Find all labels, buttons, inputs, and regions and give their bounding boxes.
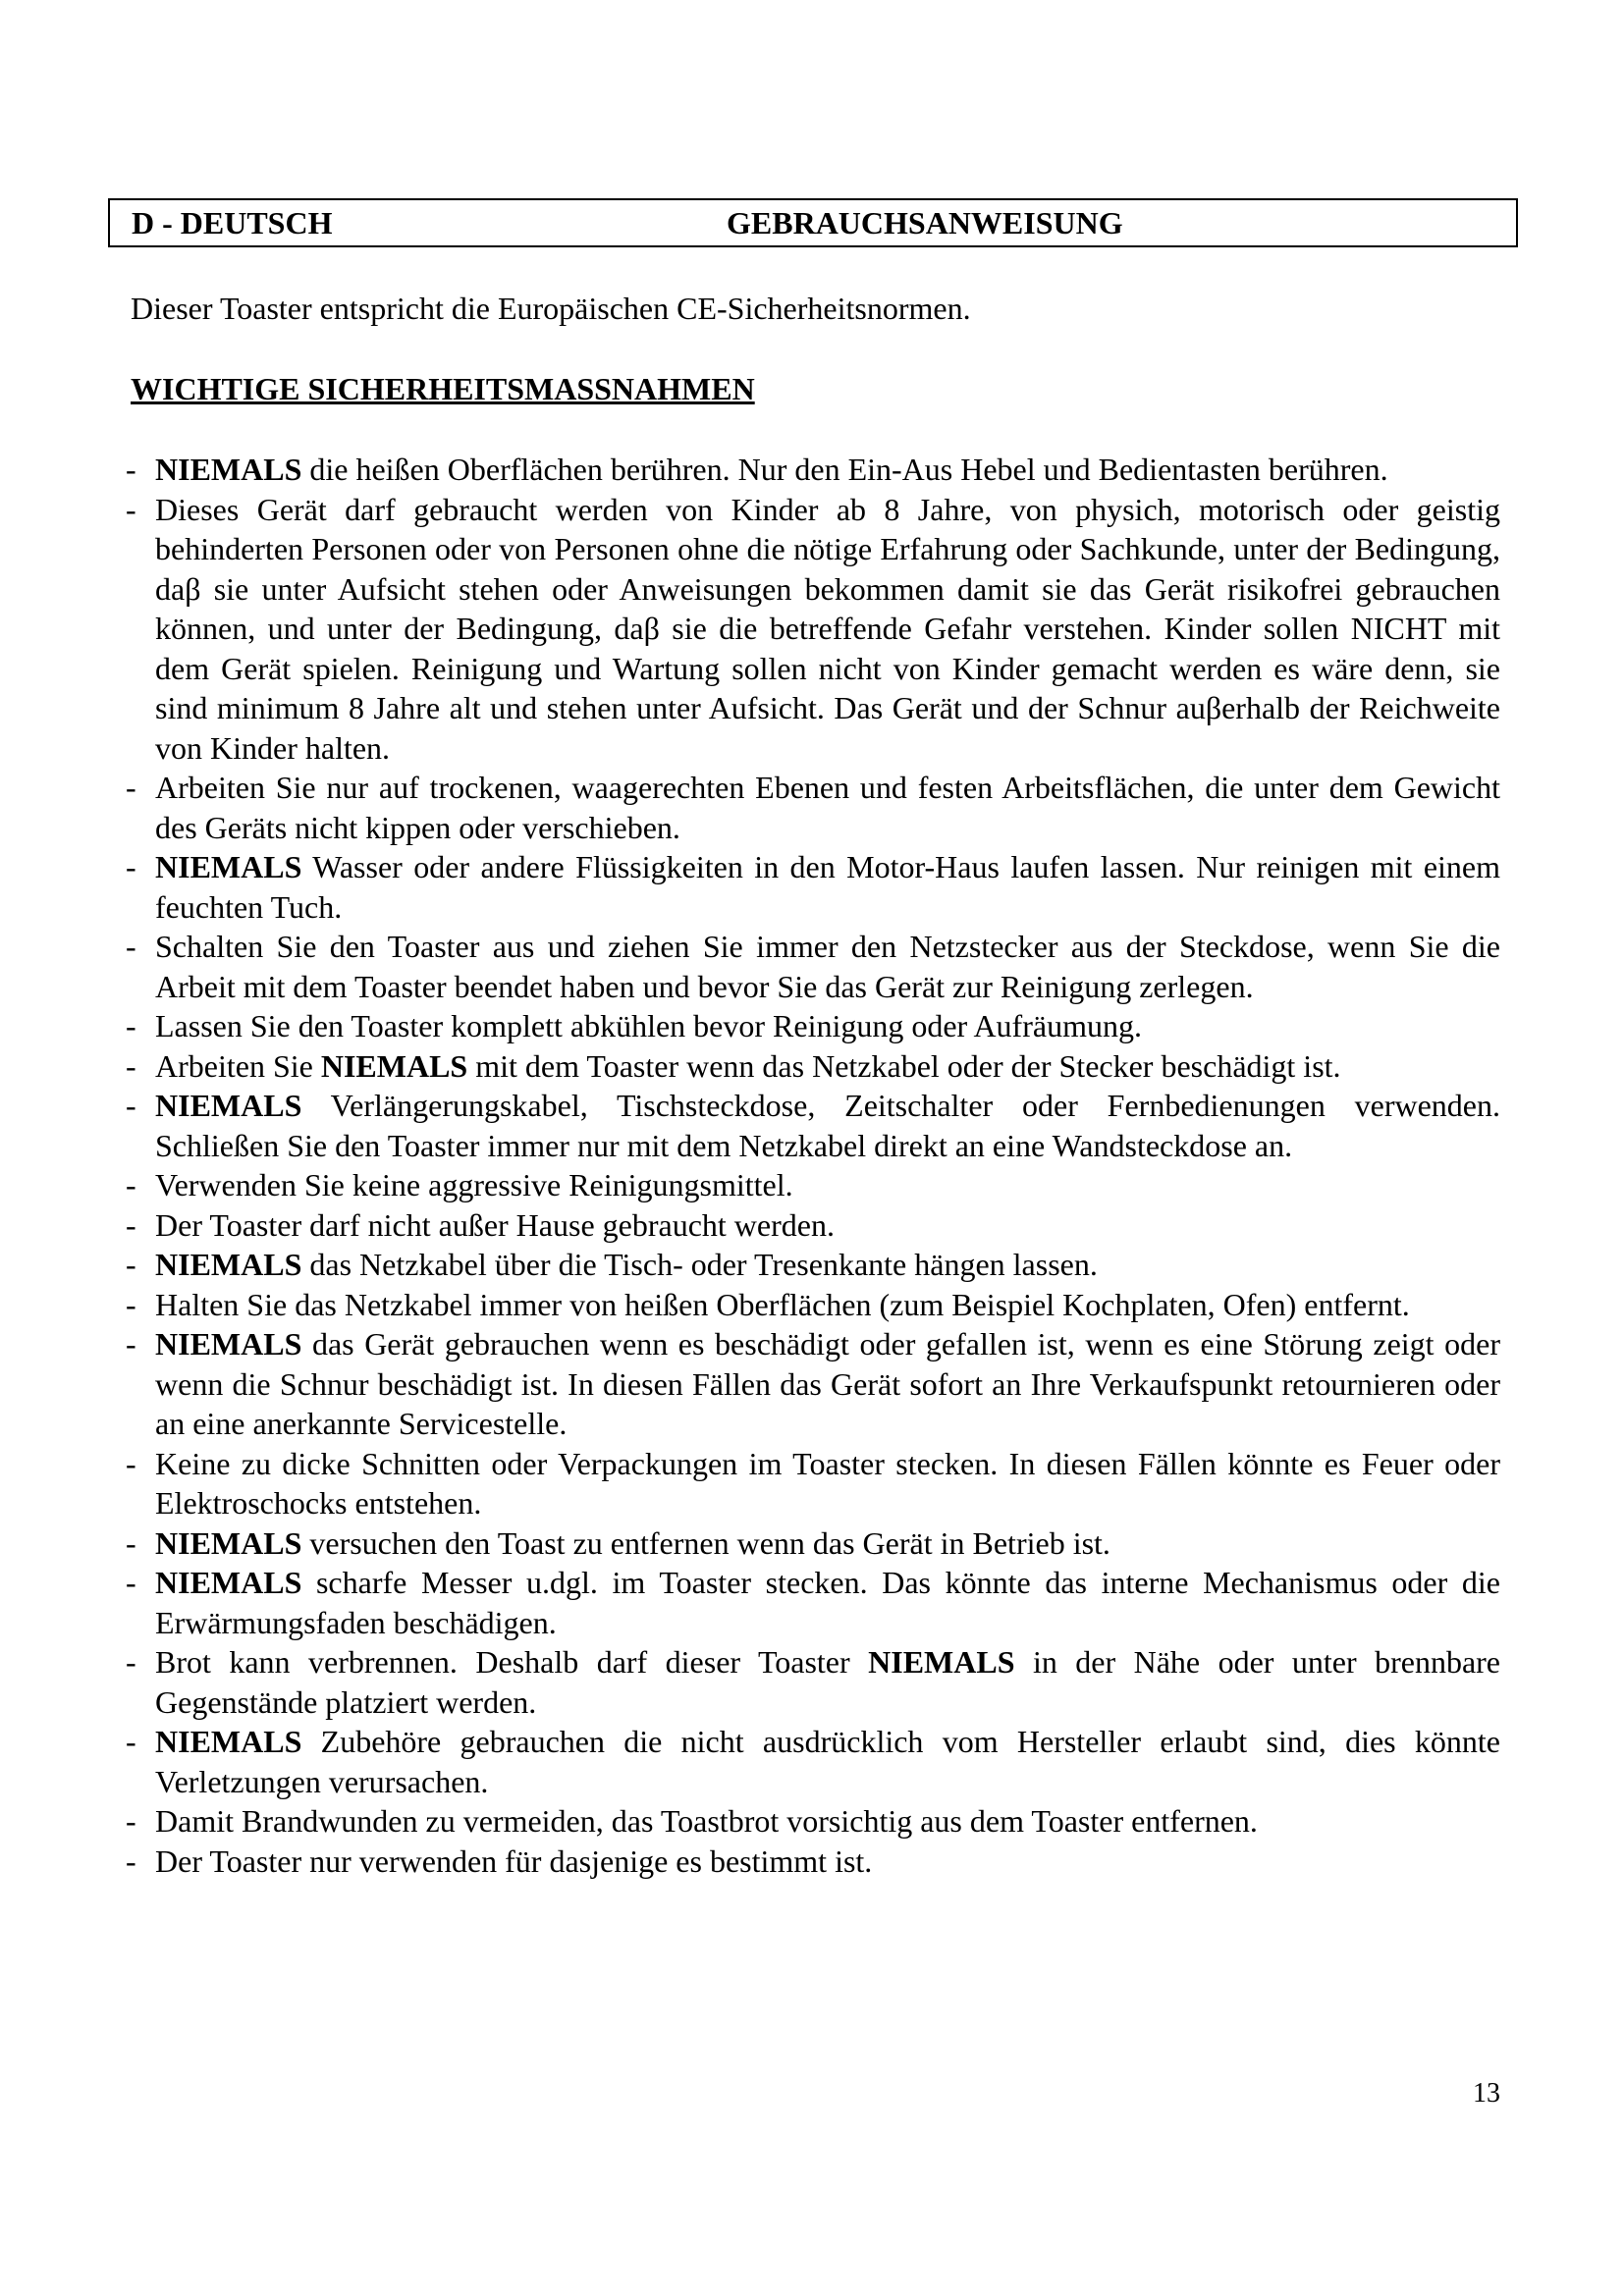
intro-text: Dieser Toaster entspricht die Europäischen CE-Sicherheitsnormen. (131, 291, 971, 326)
bullet-dash: - (126, 1047, 136, 1084)
bullet-dash: - (126, 929, 136, 964)
rule-text: Halten Sie das Netzkabel immer von heißen Oberflächen (zum Beispiel Kochplaten, Ofen) entfernt. (155, 1286, 1410, 1322)
rule-emphasis: NIEMALS (155, 1724, 302, 1759)
bullet-dash: - (126, 452, 136, 487)
rule-emphasis: NIEMALS (155, 849, 302, 884)
section-heading: WICHTIGE SICHERHEITSMASSNAHMEN (131, 371, 755, 406)
bullet-dash: - (126, 1724, 136, 1759)
rule-emphasis: NIEMALS (155, 1565, 302, 1600)
rule-emphasis: NIEMALS (320, 1047, 468, 1084)
bullet-dash: - (126, 1842, 136, 1879)
safety-rule (120, 1444, 1500, 1523)
rule-text: das Gerät gebrauchen wenn es beschädigt oder gefallen ist, wenn es eine Störung zeigt oder wenn die Schnur beschädigt ist. In diesen Fällen das Gerät sofort an Ihre Verkaufspunkt retournieren oder an eine anerkannte Servicestelle. (155, 1326, 1500, 1441)
rule-text: Verwenden Sie keine aggressive Reinigungsmittel. (155, 1167, 793, 1202)
bullet-dash: - (126, 1565, 136, 1600)
rule-text-before: Arbeiten Sie (155, 1047, 321, 1084)
bullet-dash: - (126, 849, 136, 884)
bullet-dash: - (126, 770, 136, 805)
rule-emphasis: NIEMALS (155, 1524, 302, 1561)
bullet-dash: - (126, 1167, 136, 1202)
rule-text: Arbeiten Sie nur auf trockenen, waagerechten Ebenen und festen Arbeitsflächen, die unter dem Gewicht des Geräts nicht kippen oder verschieben. (155, 770, 1500, 845)
rule-text: Der Toaster darf nicht außer Hause gebraucht werden. (155, 1206, 835, 1243)
safety-rule (120, 1563, 1500, 1642)
safety-rule (120, 1006, 1500, 1046)
safety-rule (120, 927, 1500, 1006)
bullet-dash: - (126, 491, 136, 527)
rule-emphasis: NIEMALS (155, 1247, 302, 1282)
rule-text: in der Nähe oder unter brennbare Gegenstände platziert werden. (155, 1644, 1501, 1720)
safety-rules-list (120, 450, 1500, 1881)
rule-text: Verlängerungskabel, Tischsteckdose, Zeitschalter oder Fernbedienungen verwenden. Schließen Sie den Toaster immer nur mit dem Netzkabel direkt an eine Wandsteckdose an. (155, 1088, 1500, 1163)
safety-rule (120, 1165, 1500, 1205)
safety-rule (120, 1523, 1500, 1564)
rule-text: Dieses Gerät darf gebraucht werden von Kinder ab 8 Jahre, von physich, motorisch oder geistig behinderten Personen oder von Personen ohne die nötige Erfahrung oder Sachkunde, unter der Bedingung, daβ sie unter Aufsicht stehen oder Anweisungen bekommen damit sie das Gerät risikofrei gebrauchen können, und unter der Bedingung, daβ sie die betreffende Gefahr verstehen. Kinder sollen NICHT mit dem Gerät spielen. Reinigung und Wartung sollen nicht von Kinder gemacht werden es wäre denn, sie sind minimum 8 Jahre alt und stehen unter Aufsicht. Das Gerät und der Schnur auβerhalb der Reichweite von Kinder halten. (155, 491, 1500, 766)
page-number: 13 (1473, 2078, 1500, 2109)
document-title: GEBRAUCHSANWEISUNG (727, 205, 1123, 240)
safety-rule (120, 450, 1500, 490)
bullet-dash: - (126, 1524, 136, 1561)
safety-rule (120, 490, 1500, 769)
rule-text: Wasser oder andere Flüssigkeiten in den Motor-Haus laufen lassen. Nur reinigen mit einem feuchten Tuch. (155, 849, 1500, 925)
rule-text: Zubehöre gebrauchen die nicht ausdrücklich vom Hersteller erlaubt sind, dies könnte Verletzungen verursachen. (155, 1724, 1500, 1799)
rule-text: Schalten Sie den Toaster aus und ziehen Sie immer den Netzstecker aus der Steckdose, wenn Sie die Arbeit mit dem Toaster beendet haben und bevor Sie das Gerät zur Reinigung zerlegen. (155, 929, 1500, 1004)
safety-rule (120, 1842, 1500, 1882)
rule-text: das Netzkabel über die Tisch- oder Tresenkante hängen lassen. (301, 1247, 1098, 1282)
language-label: D - DEUTSCH (132, 205, 333, 240)
rule-text: Der Toaster nur verwenden für dasjenige es bestimmt ist. (155, 1842, 873, 1879)
rule-emphasis: NIEMALS (155, 1326, 302, 1362)
safety-rule (120, 1245, 1500, 1285)
rule-emphasis: NIEMALS (155, 1088, 302, 1123)
bullet-dash: - (126, 1445, 136, 1481)
rule-text-before: Brot kann verbrennen. Deshalb darf dieser Toaster (155, 1644, 869, 1680)
rule-emphasis: NIEMALS (868, 1644, 1015, 1680)
rule-text: mit dem Toaster wenn das Netzkabel oder der Stecker beschädigt ist. (467, 1047, 1341, 1084)
safety-rule (120, 1205, 1500, 1246)
bullet-dash: - (126, 1247, 136, 1282)
rule-text: versuchen den Toast zu entfernen wenn das Gerät in Betrieb ist. (301, 1524, 1110, 1561)
safety-rule (120, 1722, 1500, 1801)
safety-rule (120, 1642, 1500, 1722)
safety-rule (120, 847, 1500, 927)
safety-rule (120, 1324, 1500, 1444)
rule-text: Keine zu dicke Schnitten oder Verpackungen im Toaster stecken. In diesen Fällen könnte es Feuer oder Elektroschocks entstehen. (155, 1445, 1500, 1521)
rule-text: Damit Brandwunden zu vermeiden, das Toastbrot vorsichtig aus dem Toaster entfernen. (155, 1803, 1258, 1839)
bullet-dash: - (126, 1286, 136, 1322)
bullet-dash: - (126, 1326, 136, 1362)
rule-text: scharfe Messer u.dgl. im Toaster stecken. Das könnte das interne Mechanismus oder die Erwärmungsfaden beschädigen. (155, 1565, 1500, 1640)
safety-rule (120, 1046, 1500, 1087)
rule-text: Lassen Sie den Toaster komplett abkühlen bevor Reinigung oder Aufräumung. (155, 1008, 1142, 1043)
safety-rule (120, 768, 1500, 847)
bullet-dash: - (126, 1803, 136, 1839)
bullet-dash: - (126, 1206, 136, 1243)
header-box (108, 198, 1518, 247)
safety-rule (120, 1285, 1500, 1325)
bullet-dash: - (126, 1008, 136, 1043)
safety-rule (120, 1086, 1500, 1165)
bullet-dash: - (126, 1644, 136, 1680)
safety-rule (120, 1801, 1500, 1842)
rule-text: die heißen Oberflächen berühren. Nur den Ein-Aus Hebel und Bedientasten berühren. (301, 452, 1388, 487)
bullet-dash: - (126, 1088, 136, 1123)
rule-emphasis: NIEMALS (155, 452, 302, 487)
